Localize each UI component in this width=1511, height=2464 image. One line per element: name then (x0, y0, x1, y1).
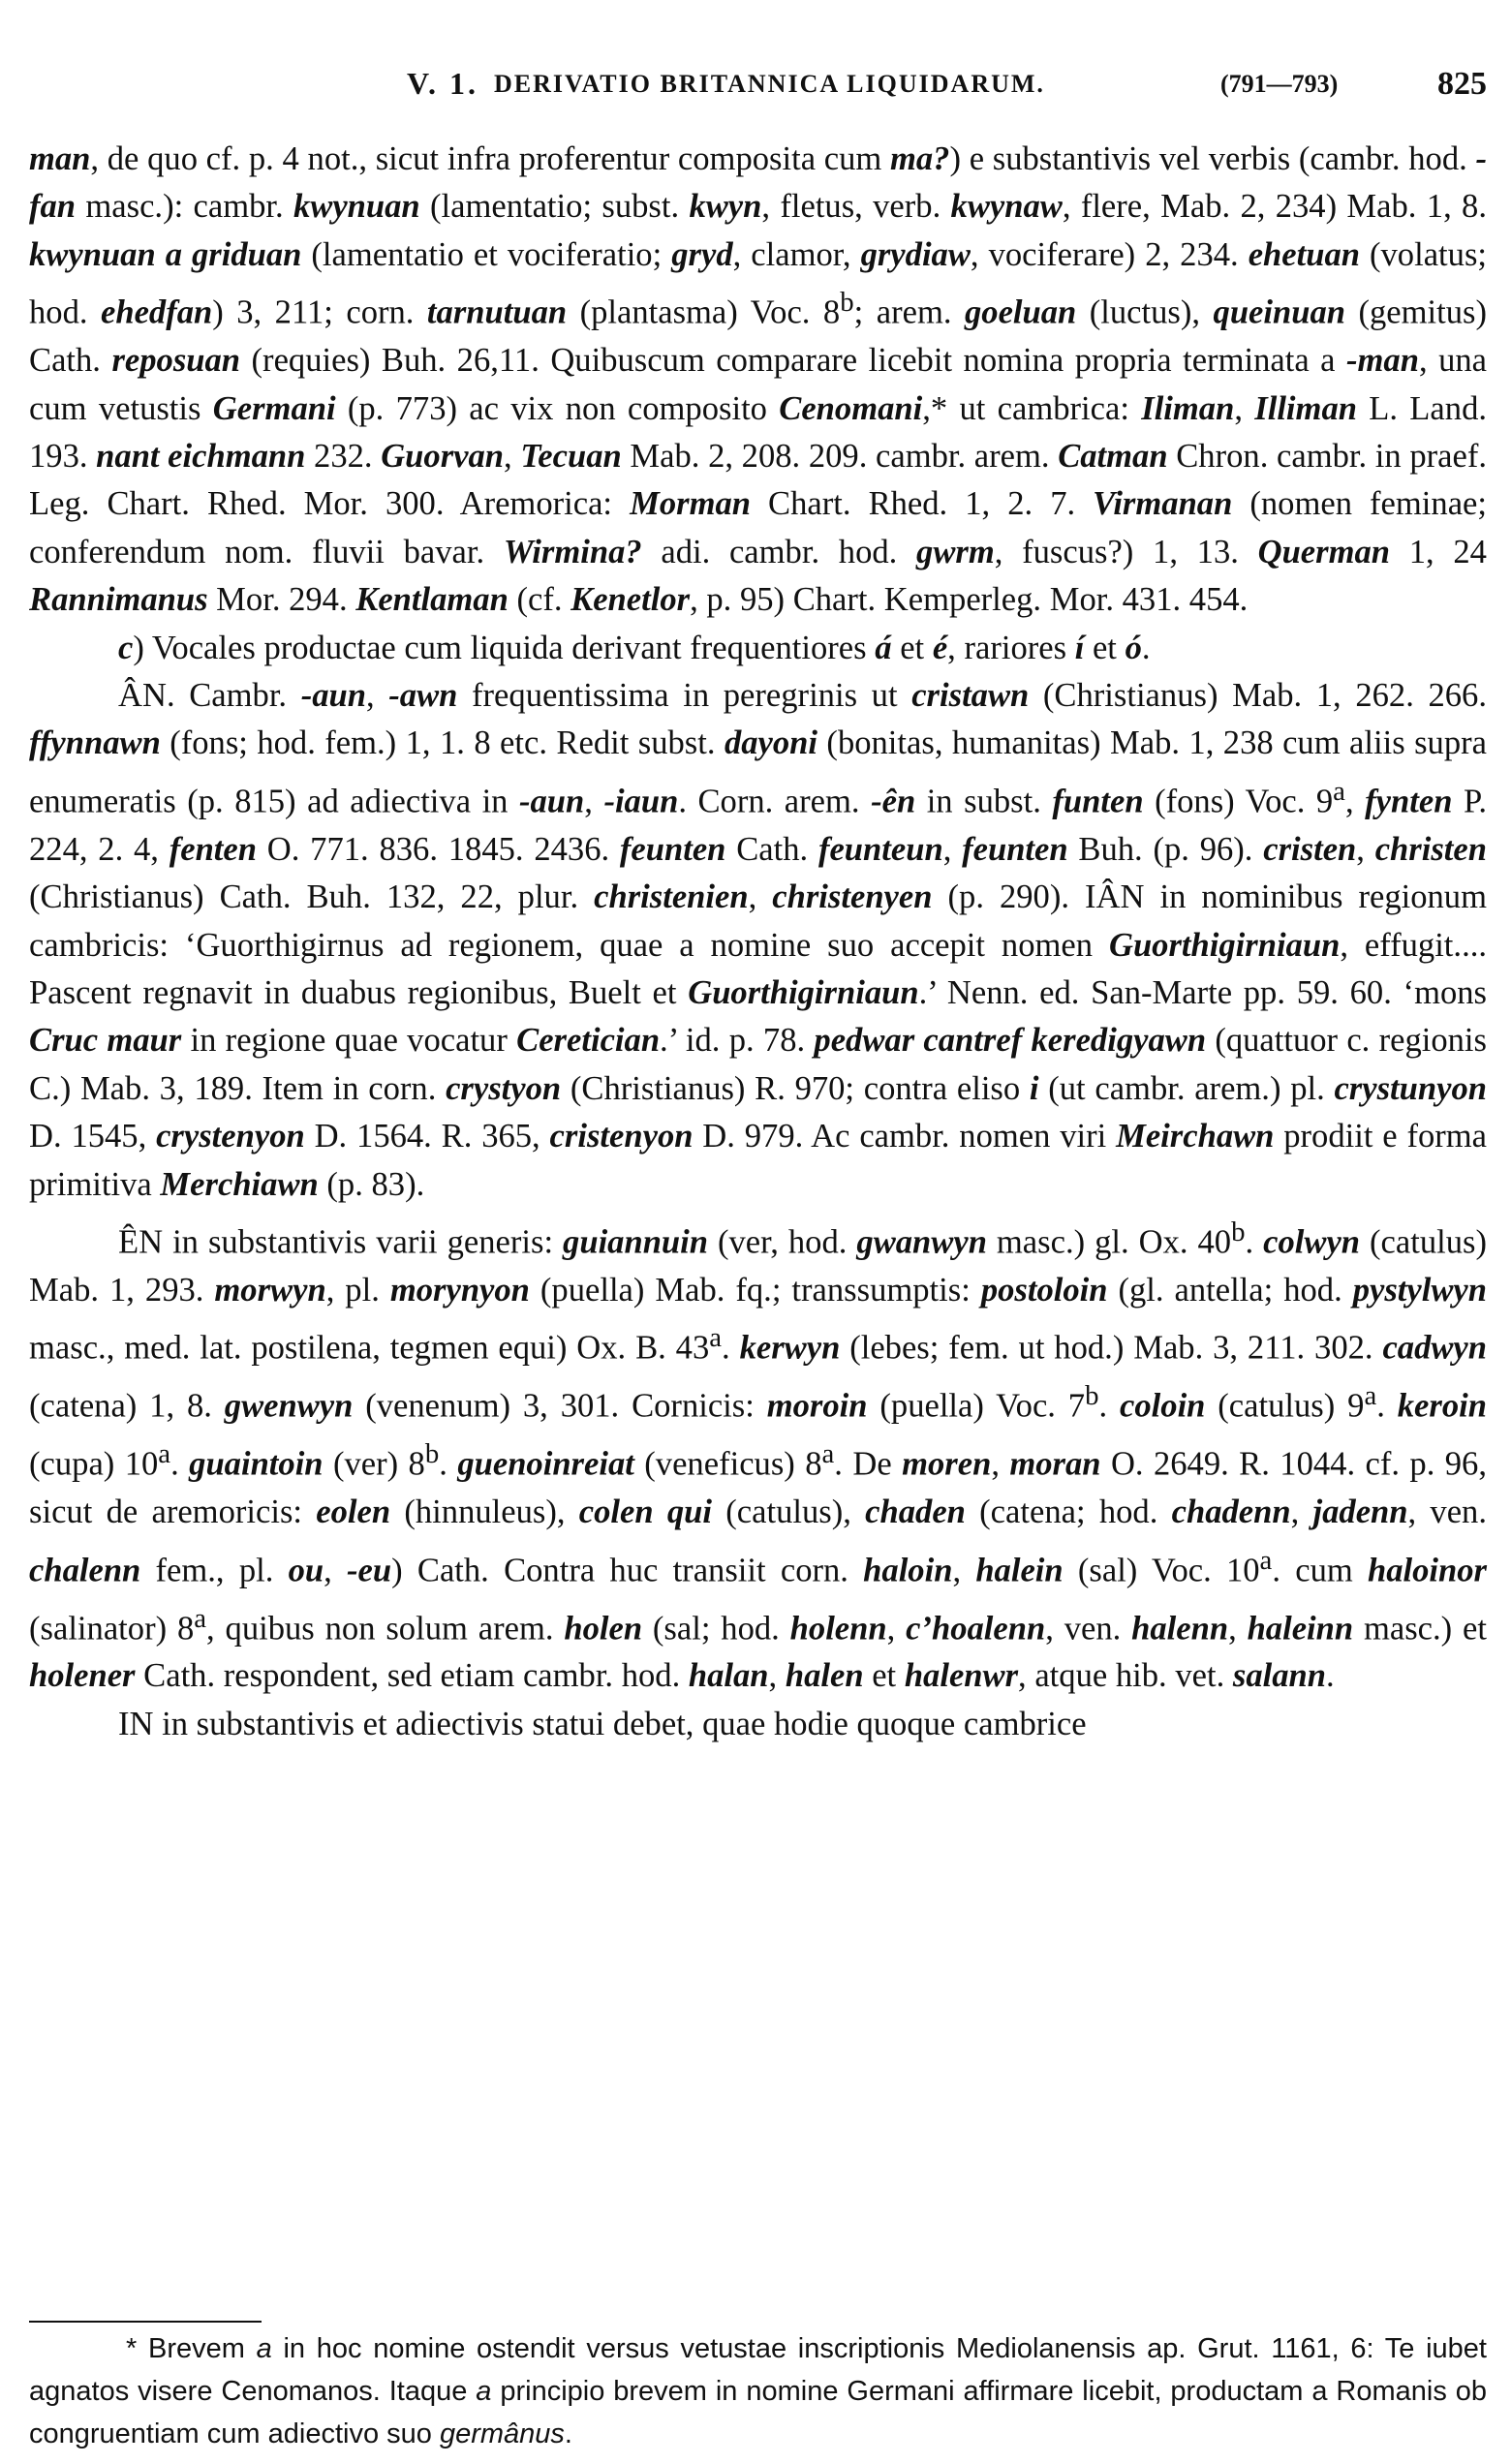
running-header (29, 66, 1487, 124)
body-text (29, 136, 1487, 1748)
paragraph: ÂN. Cambr. -aun, -awn frequentissima in peregrinis ut cristawn (Christianus) Mab. 1, 262. 266. ffynnawn (fons; hod. fem.) 1, 1. 8 etc. Redit subst. dayoni (bonitas, humanitas) Mab. 1, 238 cum aliis supra enumeratis (p. 815) ad adiectiva in -aun, -iaun. Corn. arem. -ên in subst. funten (fons) Voc. 9$^a$, fynten P. 224, 2. 4, fenten O. 771. 836. 1845. 2436. feunten Cath. feunteun, feunten Buh. (p. 96). cristen, christen (Christianus) Cath. Buh. 132, 22, plur. christenien, christenyen (p. 290). IÂN in nominibus regionum cambricis: ‘Guorthigirnus ad regionem, quae a nomine suo accepit nomen Guorthigirniaun, effugit.... Pascent regnavit in duabus regionibus, Buelt et Guorthigirniaun.’ Nenn. ed. San-Marte pp. 59. 60. ‘mons Cruc maur in regione quae vocatur Ceretician.’ id. p. 78. pedwar cantref keredigyawn (quattuor c. regionis C.) Mab. 3, 189. Item in corn. crystyon (Christianus) R. 970; contra eliso i (ut cambr. arem.) pl. crystunyon D. 1545, crystenyon D. 1564. R. 365, cristenyon D. 979. Ac cambr. nomen viri Meirchawn prodiit e forma primitiva Merchiawn (p. 83). (29, 677, 1488, 1203)
page-number: 825 (1437, 66, 1487, 102)
footnote-rule (29, 2321, 262, 2323)
section-range: (791—793) (1220, 70, 1339, 98)
chapter-numeral: V. 1. (407, 66, 478, 101)
paragraph: c) Vocales productae cum liquida derivant frequentiores á et é, rariores í et ó. (118, 629, 1151, 666)
footnote-text: * Brevem a in hoc nomine ostendit versus vetustae inscriptionis Mediolanensis ap. Grut. 1161, 6: Te iubet agnatos visere Cenomanos. Itaque a principio brevem in nomine Germani affirmare licebit, productam a Romanis ob congruentiam cum adiectivo suo germânus. (29, 2333, 1487, 2449)
footnote (29, 2327, 1487, 2455)
paragraph: IN in substantivis et adiectivis statui debet, quae hodie quoque cambrice (118, 1705, 1087, 1742)
paragraph: man, de quo cf. p. 4 not., sicut infra proferentur composita cum ma?) e substantivis vel verbis (cambr. hod. -fan masc.): cambr. kwynuan (lamentatio; subst. kwyn, fletus, verb. kwynaw, flere, Mab. 2, 234) Mab. 1, 8. kwynuan a griduan (lamentatio et vociferatio; gryd, clamor, grydiaw, vociferare) 2, 234. ehetuan (volatus; hod. ehedfan) 3, 211; corn. tarnutuan (plantasma) Voc. 8$^b$; arem. goeluan (luctus), queinuan (gemitus) Cath. reposuan (requies) Buh. 26,11. Quibuscum comparare licebit nomina propria terminata a -man, una cum vetustis Germani (p. 773) ac vix non composito Cenomani,* ut cambrica: Iliman, Illiman L. Land. 193. nant eichmann 232. Guorvan, Tecuan Mab. 2, 208. 209. cambr. arem. Catman Chron. cambr. in praef. Leg. Chart. Rhed. Mor. 300. Aremorica: Morman Chart. Rhed. 1, 2. 7. Virmanan (nomen feminae; conferendum nom. fluvii bavar. Wirmina? adi. cambr. hod. gwrm, fuscus?) 1, 13. Querman 1, 24 Rannimanus Mor. 294. Kentlaman (cf. Kenetlor, p. 95) Chart. Kemperleg. Mor. 431. 454. (29, 140, 1488, 619)
paragraph: ÊN in substantivis varii generis: guiannuin (ver, hod. gwanwyn masc.) gl. Ox. 40$^b$. colwyn (catulus) Mab. 1, 293. morwyn, pl. morynyon (puella) Mab. fq.; transsumptis: postoloin (gl. antella; hod. pystylwyn masc., med. lat. postilena, tegmen equi) Ox. B. 43$^a$. kerwyn (lebes; fem. ut hod.) Mab. 3, 211. 302. cadwyn (catena) 1, 8. gwenwyn (venenum) 3, 301. Cornicis: moroin (puella) Voc. 7$^b$. coloin (catulus) 9$^a$. keroin (cupa) 10$^a$. guaintoin (ver) 8$^b$. guenoinreiat (veneficus) 8$^a$. De moren, moran O. 2649. R. 1044. cf. p. 96, sicut de aremoricis: eolen (hinnuleus), colen qui (catulus), chaden (catena; hod. chadenn, jadenn, ven. chalenn fem., pl. ou, -eu) Cath. Contra huc transiit corn. haloin, halein (sal) Voc. 10$^a$. cum haloinor (salinator) 8$^a$, quibus non solum arem. holen (sal; hod. holenn, c’hoalenn, ven. halenn, haleinn masc.) et holener Cath. respondent, sed etiam cambr. hod. halan, halen et halenwr, atque hib. vet. salann. (29, 1217, 1488, 1695)
running-title: DERIVATIO BRITANNICA LIQUIDARUM. (494, 70, 1045, 98)
